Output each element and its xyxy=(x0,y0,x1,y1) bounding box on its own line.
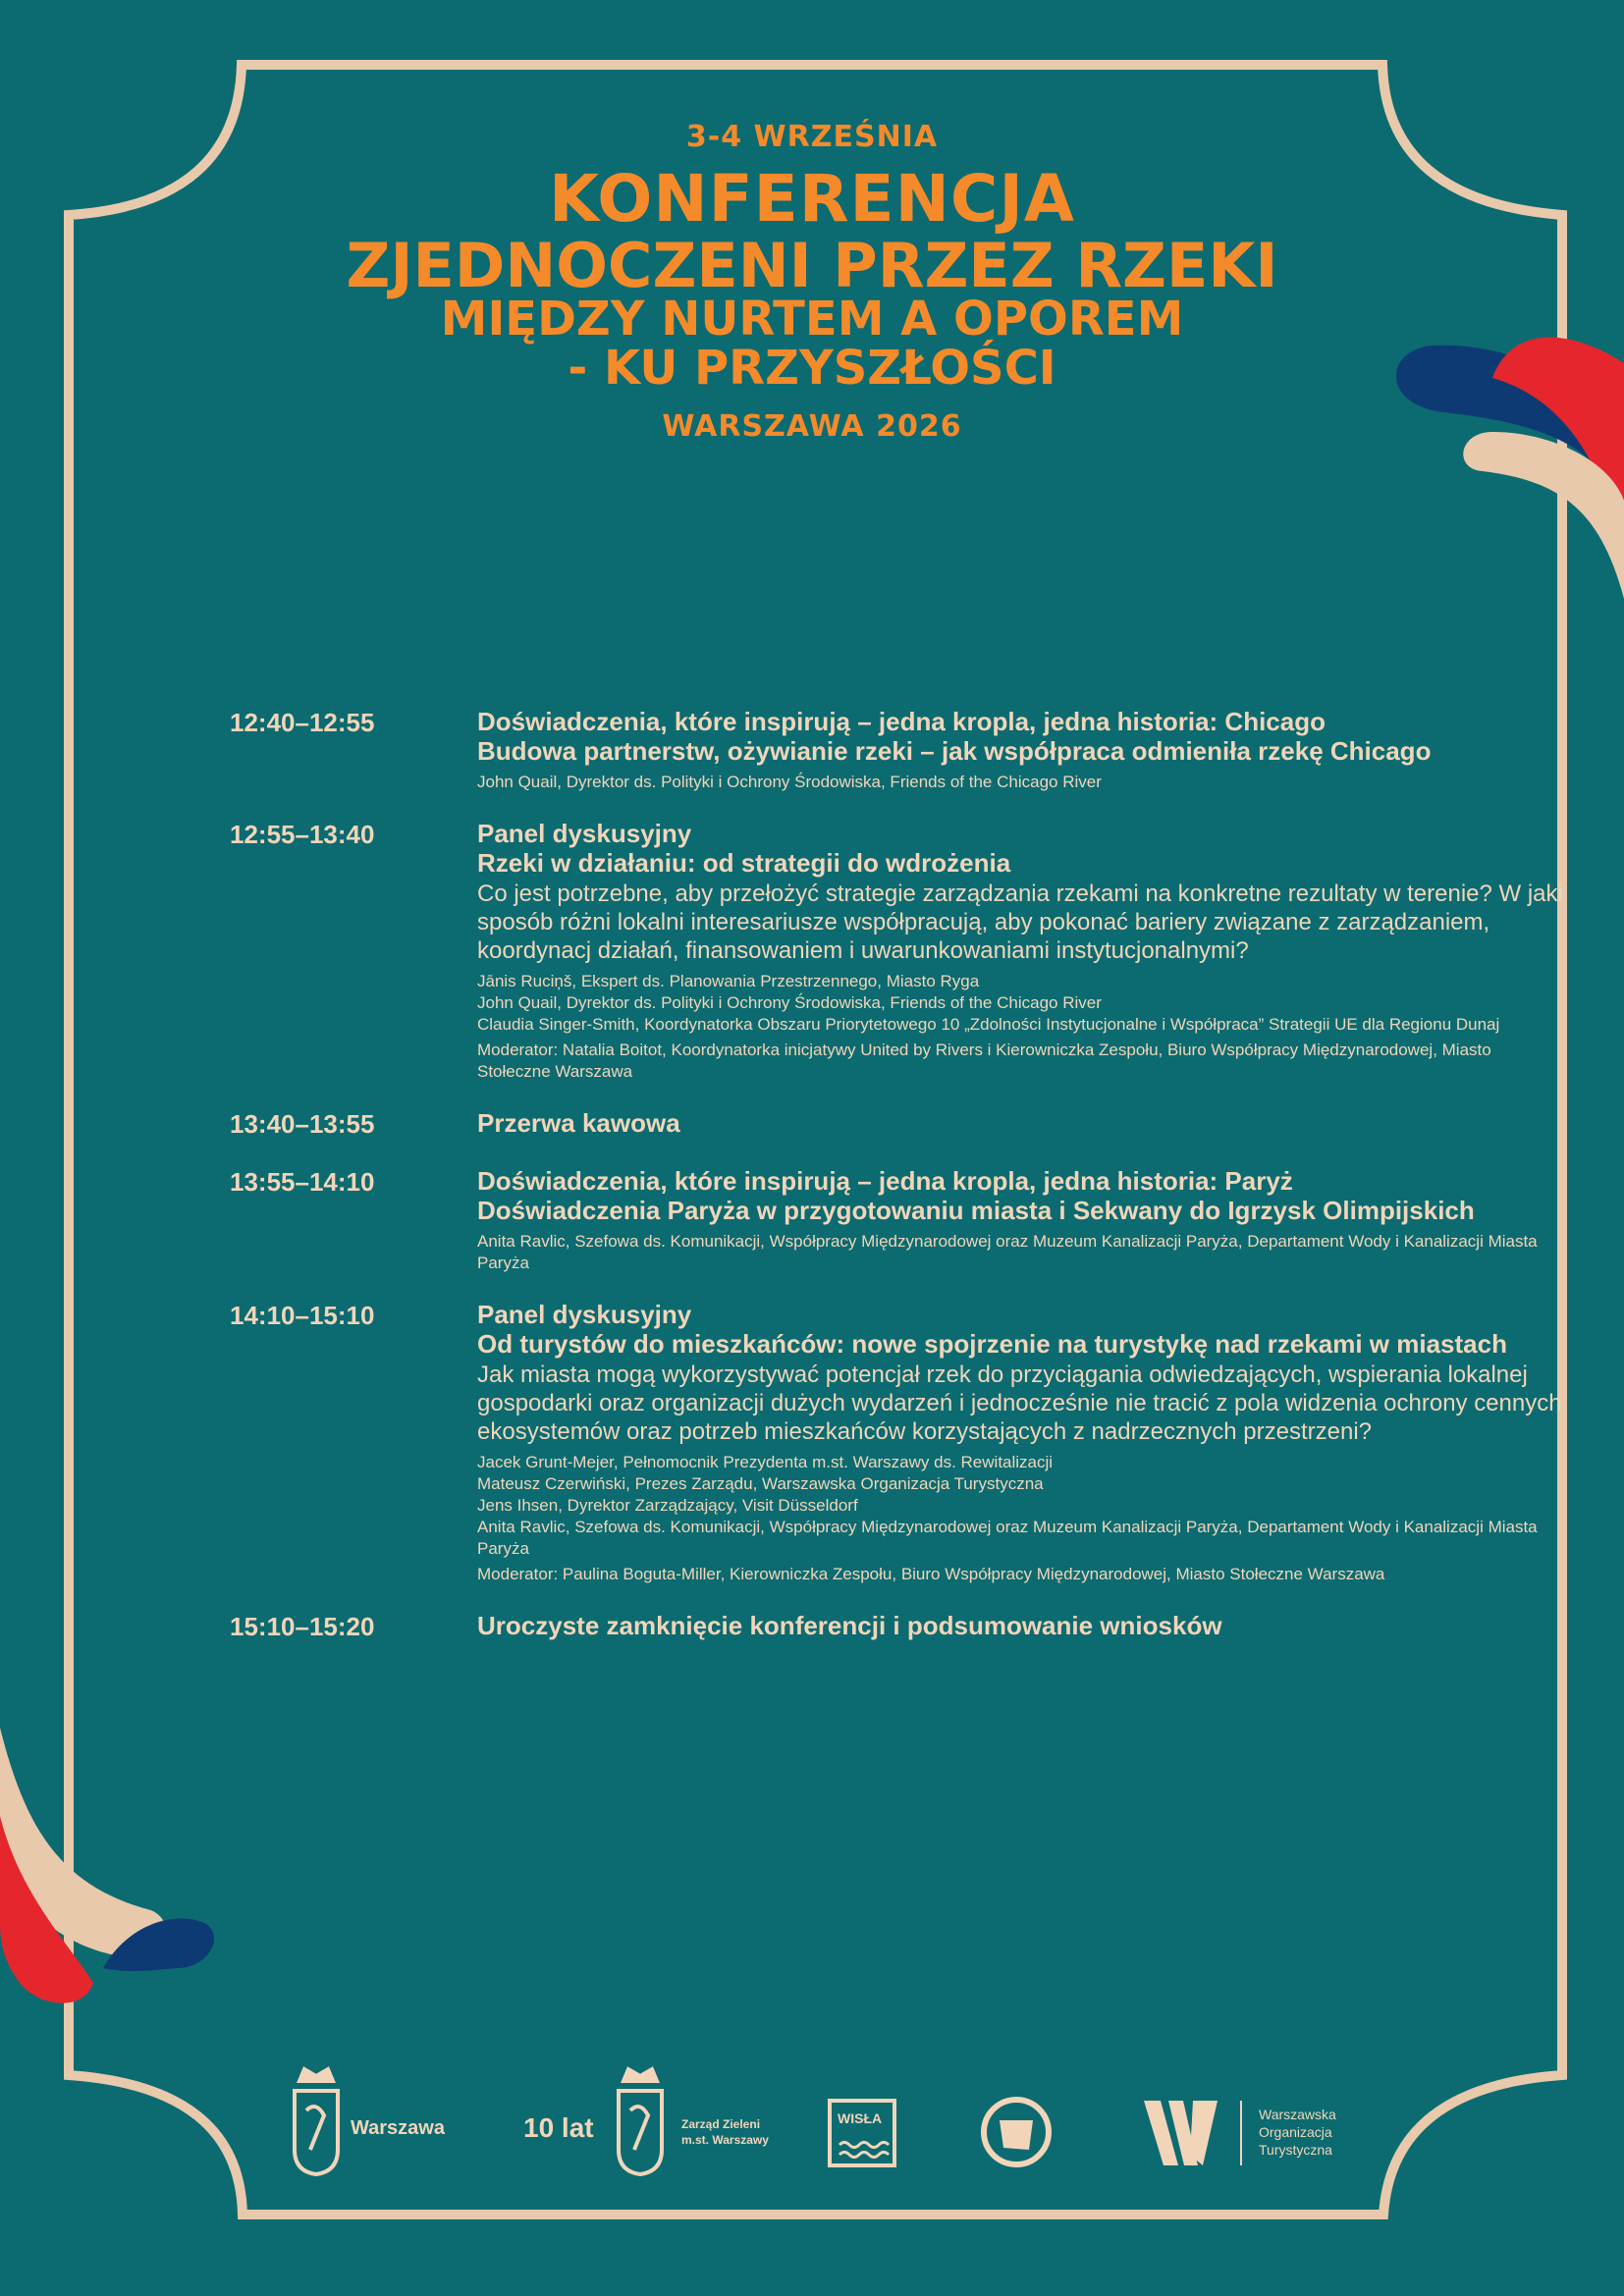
speaker: John Quail, Dyrektor ds. Polityki i Ochrony Środowiska, Friends of the Chicago River xyxy=(477,773,1102,791)
agenda-title: Przerwa kawowa xyxy=(477,1108,680,1138)
wot-logo-icon xyxy=(1144,2101,1218,2165)
agenda-title: Uroczyste zamknięcie konferencji i podsumowanie wniosków xyxy=(477,1611,1222,1640)
agenda-subtitle: Budowa partnerstw, ożywianie rzeki – jak współpraca odmieniła rzekę Chicago xyxy=(477,736,1432,766)
speaker: Mateusz Czerwiński, Prezes Zarządu, Warszawska Organizacja Turystyczna xyxy=(477,1474,1044,1493)
agenda-title: Panel dyskusyjny xyxy=(477,1300,692,1329)
conference-title-line2: ZJEDNOCZENI PRZEZ RZEKI xyxy=(346,230,1278,301)
agenda-title: Panel dyskusyjny xyxy=(477,819,692,848)
round-emblem-inner-icon xyxy=(1000,2120,1033,2150)
speaker: Anita Ravlic, Szefowa ds. Komunikacji, Współpracy Międzynarodowej oraz Muzeum Kanalizacji Paryża, Departament Wody i Kanalizacji Miasta Paryża xyxy=(477,1518,1538,1558)
moderator: Moderator: Paulina Boguta-Miller, Kierowniczka Zespołu, Biuro Współpracy Międzynarodowej, Miasto Stołeczne Warszawa xyxy=(477,1565,1385,1583)
event-city: WARSZAWA 2026 xyxy=(662,409,962,444)
agenda-time: 14:10–15:10 xyxy=(230,1301,375,1330)
anniversary-label: 10 lat xyxy=(523,2112,594,2143)
agenda-description: Co jest potrzebne, aby przełożyć strategie zarządzania rzekami na konkretne rezultaty w terenie? W jaki sposób różni lokalni interesariusze współpracują, aby pokonać bariery związane z zarządzaniem, koordynacj działań, finansowaniem i uwarunkowaniami instytucjonalnymi? xyxy=(477,881,1563,964)
warszawa-logo-label: Warszawa xyxy=(351,2117,445,2139)
wot-label-line2: Organizacja xyxy=(1259,2124,1332,2140)
speaker: Jens Ihsen, Dyrektor Zarządzający, Visit Düsseldorf xyxy=(477,1496,858,1515)
conference-subtitle-line2: - KU PRZYSZŁOŚCI xyxy=(568,341,1056,396)
agenda-subtitle: Doświadczenia Paryża w przygotowaniu miasta i Sekwany do Igrzysk Olimpijskich xyxy=(477,1196,1475,1225)
wot-label-line3: Turystyczna xyxy=(1259,2142,1332,2158)
agenda-time: 12:55–13:40 xyxy=(230,820,375,849)
agenda-time: 12:40–12:55 xyxy=(230,708,375,737)
speaker: Jānis Ruciņš, Ekspert ds. Planowania Przestrzennego, Miasto Ryga xyxy=(477,972,980,990)
agenda-subtitle: Rzeki w działaniu: od strategii do wdrożenia xyxy=(477,848,1011,878)
zzm-label-line2: m.st. Warszawy xyxy=(681,2133,769,2147)
wisla-waves-icon xyxy=(839,2143,889,2158)
wot-label-line1: Warszawska xyxy=(1259,2107,1336,2122)
zzm-label-line1: Zarząd Zieleni xyxy=(681,2117,761,2131)
agenda-title: Doświadczenia, które inspirują – jedna kropla, jedna historia: Chicago xyxy=(477,707,1326,736)
agenda-subtitle: Od turystów do mieszkańców: nowe spojrzenie na turystykę nad rzekami w miastach xyxy=(477,1329,1507,1359)
agenda-title: Doświadczenia, które inspirują – jedna kropla, jedna historia: Paryż xyxy=(477,1166,1293,1196)
wisla-label: WISŁA xyxy=(838,2110,883,2126)
warszawa-crest-icon xyxy=(295,2069,338,2174)
event-date: 3-4 WRZEŚNIA xyxy=(685,120,939,154)
zzm-crest-icon xyxy=(619,2069,662,2174)
agenda-time: 15:10–15:20 xyxy=(230,1612,375,1641)
agenda-description: Jak miasta mogą wykorzystywać potencjał rzek do przyciągania odwiedzających, wspierania lokalnej gospodarki oraz organizacji dużych wydarzeń i jednocześnie nie tracić z pola widzenia ochrony cennych ekosystemów oraz potrzeb mieszkańców korzystających z nadrzecznych przestrzeni? xyxy=(477,1362,1562,1445)
speaker: Anita Ravlic, Szefowa ds. Komunikacji, Współpracy Międzynarodowej oraz Muzeum Kanalizacji Paryża, Departament Wody i Kanalizacji Miasta Paryża xyxy=(477,1232,1538,1272)
agenda-time: 13:55–14:10 xyxy=(230,1167,375,1197)
conference-subtitle-line1: MIĘDZY NURTEM A OPOREM xyxy=(440,292,1184,347)
agenda-time: 13:40–13:55 xyxy=(230,1109,375,1139)
speaker: Jacek Grunt-Mejer, Pełnomocnik Prezydenta m.st. Warszawy ds. Rewitalizacji xyxy=(477,1453,1054,1471)
speaker: John Quail, Dyrektor ds. Polityki i Ochrony Środowiska, Friends of the Chicago River xyxy=(477,993,1102,1012)
conference-title: KONFERENCJA xyxy=(549,161,1075,237)
speaker: Claudia Singer-Smith, Koordynatorka Obszaru Priorytetowego 10 „Zdolności Instytucjonalne i Współpraca” Strategii UE dla Regionu Dunaj xyxy=(477,1015,1500,1034)
moderator: Moderator: Natalia Boitot, Koordynatorka inicjatywy United by Rivers i Kierowniczka Zespołu, Biuro Współpracy Międzynarodowej, Miasto Stołeczne Warszawa xyxy=(477,1041,1491,1081)
